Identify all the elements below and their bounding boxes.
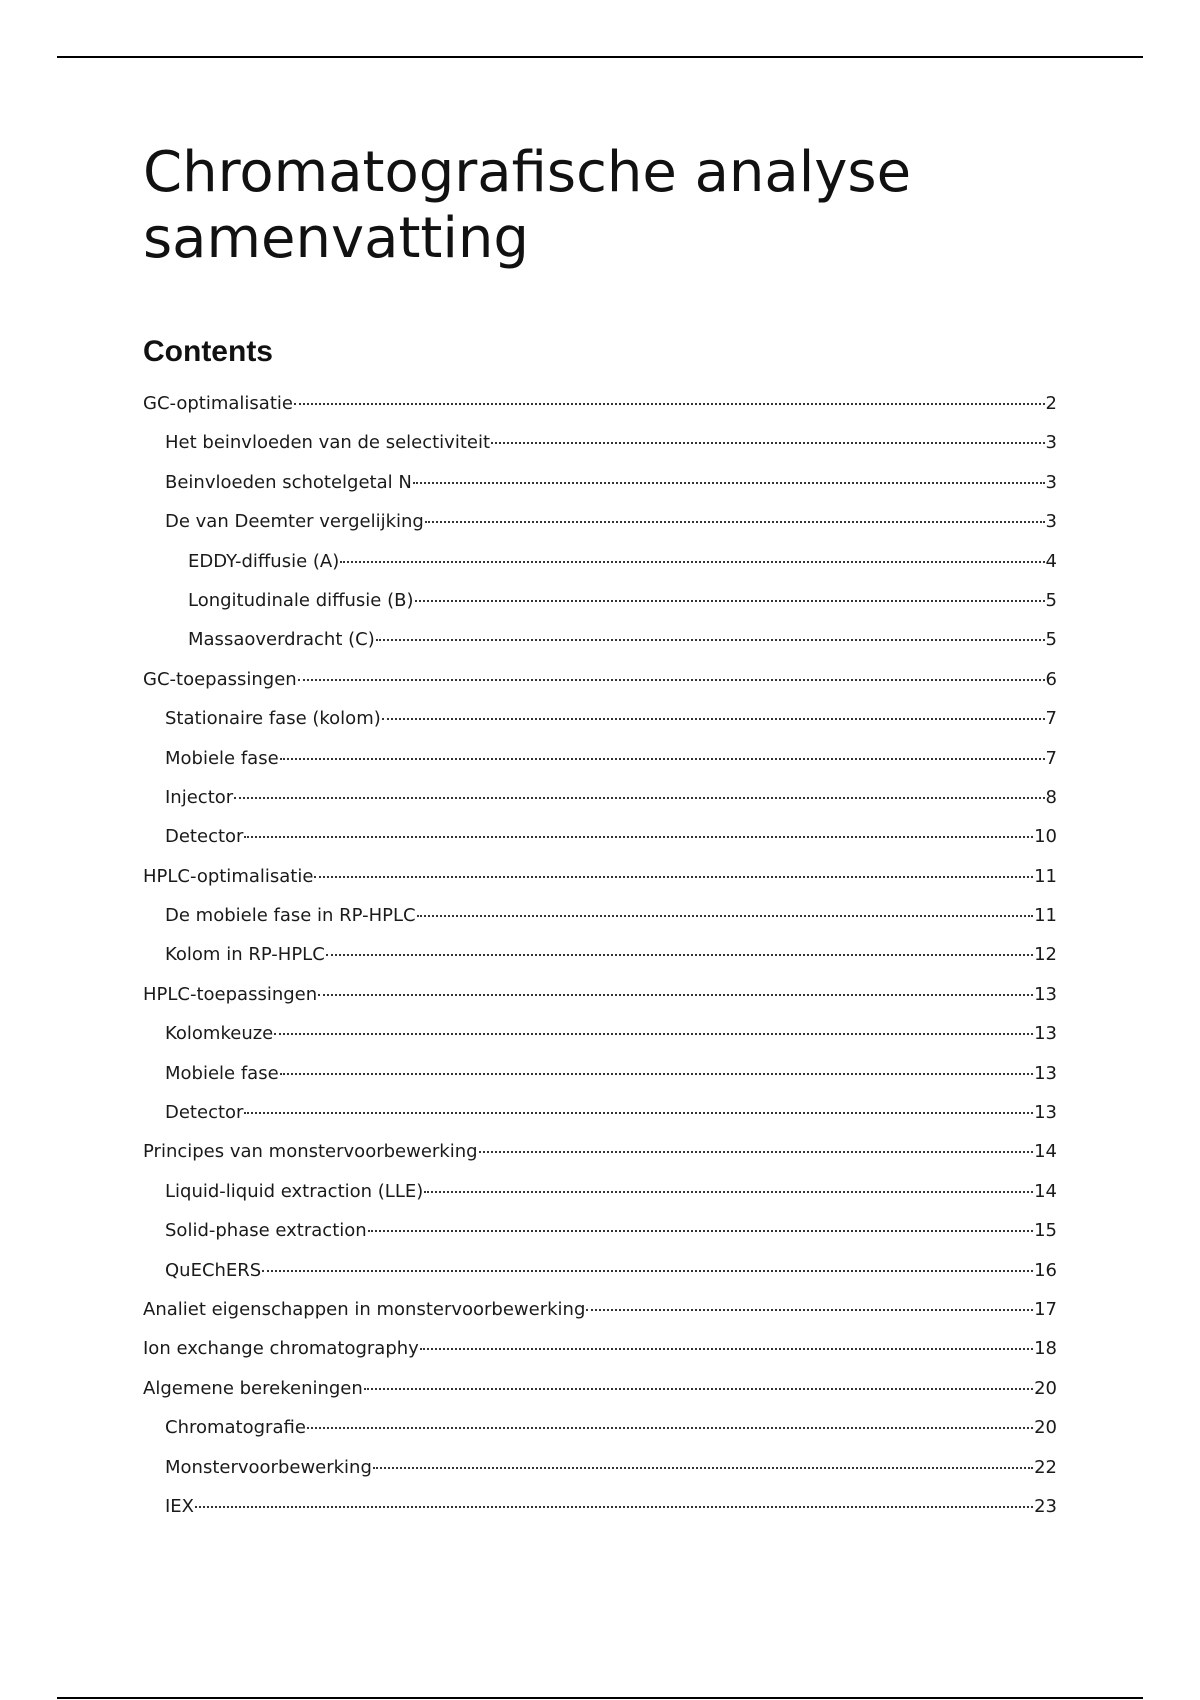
toc-entry-label[interactable]: Detector (165, 826, 244, 848)
toc-dot-leader (195, 1506, 1033, 1508)
toc-entry-page-number[interactable]: 5 (1045, 589, 1057, 611)
toc-entry[interactable] (143, 817, 1057, 856)
toc-dot-leader (280, 758, 1045, 760)
toc-entry-page-number[interactable]: 13 (1034, 983, 1057, 1005)
toc-entry[interactable] (143, 857, 1057, 896)
toc-entry-label[interactable]: EDDY-diffusie (A) (188, 550, 340, 572)
toc-dot-leader (244, 836, 1033, 838)
toc-dot-leader (376, 639, 1045, 641)
header-rule (57, 56, 1143, 58)
toc-dot-leader (364, 1388, 1033, 1390)
toc-dot-leader (424, 1191, 1033, 1193)
toc-entry[interactable] (143, 1014, 1057, 1053)
toc-dot-leader (307, 1427, 1033, 1429)
toc-entry[interactable] (143, 384, 1057, 423)
toc-entry[interactable] (143, 1448, 1057, 1487)
toc-entry-label[interactable]: Longitudinale diffusie (B) (188, 589, 414, 611)
toc-entry-page-number[interactable]: 13 (1034, 1102, 1057, 1124)
toc-dot-leader (491, 442, 1045, 444)
toc-dot-leader (262, 1270, 1033, 1272)
toc-entry-page-number[interactable]: 3 (1045, 511, 1057, 533)
toc-dot-leader (413, 482, 1045, 484)
toc-entry[interactable] (143, 1211, 1057, 1250)
toc-entry-label[interactable]: Kolom in RP-HPLC (165, 944, 325, 966)
toc-entry-label[interactable]: Chromatografie (165, 1417, 306, 1439)
toc-dot-leader (479, 1151, 1034, 1153)
toc-entry-label[interactable]: Detector (165, 1102, 244, 1124)
toc-entry[interactable] (143, 1251, 1057, 1290)
toc-entry-page-number[interactable]: 13 (1034, 1062, 1057, 1084)
toc-entry-page-number[interactable]: 2 (1045, 393, 1057, 414)
toc-entry-page-number[interactable]: 10 (1034, 826, 1057, 848)
toc-entry-label[interactable]: Massaoverdracht (C) (188, 629, 375, 651)
toc-entry[interactable] (143, 896, 1057, 935)
toc-entry-page-number[interactable]: 3 (1045, 471, 1057, 493)
toc-entry-page-number[interactable]: 20 (1034, 1377, 1057, 1399)
toc-dot-leader (244, 1112, 1033, 1114)
toc-entry[interactable] (143, 935, 1057, 974)
toc-entry[interactable] (143, 542, 1057, 581)
toc-entry[interactable] (143, 660, 1057, 699)
toc-entry-label[interactable]: HPLC-toepassingen (143, 983, 318, 1005)
toc-dot-leader (368, 1230, 1033, 1232)
toc-entry-label[interactable]: IEX (165, 1495, 195, 1517)
toc-entry-label[interactable]: Algemene berekeningen (143, 1377, 363, 1399)
toc-entry-label[interactable]: GC-toepassingen (143, 668, 297, 690)
table-of-contents (143, 384, 1057, 1526)
toc-entry-label[interactable]: Injector (165, 786, 234, 808)
toc-dot-leader (326, 954, 1033, 956)
toc-entry-page-number[interactable]: 11 (1034, 865, 1057, 887)
toc-entry-page-number[interactable]: 20 (1034, 1417, 1057, 1439)
toc-entry-page-number[interactable]: 3 (1045, 432, 1057, 454)
toc-dot-leader (274, 1033, 1033, 1035)
toc-entry-page-number[interactable]: 7 (1045, 708, 1057, 730)
footer-rule (57, 1697, 1143, 1699)
toc-entry[interactable] (143, 975, 1057, 1014)
toc-entry-label[interactable]: De mobiele fase in RP-HPLC (165, 905, 416, 927)
toc-entry-page-number[interactable]: 11 (1034, 905, 1057, 927)
toc-entry-label[interactable]: Beinvloeden schotelgetal N (165, 471, 412, 493)
toc-entry-label[interactable]: Ion exchange chromatography (143, 1338, 419, 1360)
toc-entry[interactable] (143, 1093, 1057, 1132)
toc-dot-leader (420, 1348, 1033, 1350)
toc-entry-label[interactable]: Mobiele fase (165, 747, 279, 769)
toc-entry-label[interactable]: Liquid-liquid extraction (LLE) (165, 1180, 424, 1202)
toc-entry-page-number[interactable]: 8 (1045, 786, 1057, 808)
toc-entry-label[interactable]: Principes van monstervoorbewerking (143, 1141, 478, 1163)
toc-dot-leader (586, 1309, 1033, 1311)
toc-entry[interactable] (143, 1408, 1057, 1447)
toc-dot-leader (280, 1073, 1033, 1075)
toc-entry[interactable] (143, 502, 1057, 541)
toc-entry-page-number[interactable]: 14 (1034, 1141, 1057, 1163)
toc-dot-leader (314, 876, 1033, 878)
toc-dot-leader (415, 600, 1045, 602)
toc-entry-page-number[interactable]: 18 (1034, 1338, 1057, 1360)
toc-entry-label[interactable]: GC-optimalisatie (143, 393, 293, 414)
document-title: Chromatografische analyse samenvatting (143, 140, 912, 271)
toc-entry-page-number[interactable]: 4 (1045, 550, 1057, 572)
toc-entry-label[interactable]: De van Deemter vergelijking (165, 511, 424, 533)
toc-entry-page-number[interactable]: 15 (1034, 1220, 1057, 1242)
toc-entry[interactable] (143, 463, 1057, 502)
toc-dot-leader (318, 994, 1033, 996)
toc-entry[interactable] (143, 778, 1057, 817)
toc-entry-page-number[interactable]: 14 (1034, 1180, 1057, 1202)
toc-dot-leader (298, 679, 1045, 681)
toc-entry-page-number[interactable]: 17 (1034, 1298, 1057, 1320)
toc-entry-label[interactable]: HPLC-optimalisatie (143, 865, 314, 887)
toc-entry-page-number[interactable]: 7 (1045, 747, 1057, 769)
toc-entry-label[interactable]: QuEChERS (165, 1259, 262, 1281)
toc-entry-label[interactable]: Het beinvloeden van de selectiviteit (165, 432, 491, 454)
toc-entry-page-number[interactable]: 5 (1045, 629, 1057, 651)
toc-entry-label[interactable]: Analiet eigenschappen in monstervoorbewerking (143, 1298, 586, 1320)
toc-entry[interactable] (143, 1132, 1057, 1171)
toc-dot-leader (425, 521, 1045, 523)
toc-entry[interactable] (143, 423, 1057, 462)
toc-dot-leader (373, 1467, 1033, 1469)
toc-entry[interactable] (143, 1290, 1057, 1329)
toc-entry-page-number[interactable]: 6 (1045, 668, 1057, 690)
toc-entry-label[interactable]: Solid-phase extraction (165, 1220, 367, 1242)
toc-entry-label[interactable]: Monstervoorbewerking (165, 1456, 372, 1478)
toc-entry[interactable] (143, 1329, 1057, 1368)
toc-entry-page-number[interactable]: 23 (1034, 1495, 1057, 1517)
toc-dot-leader (417, 915, 1033, 917)
toc-entry[interactable] (143, 1369, 1057, 1408)
toc-entry-page-number[interactable]: 13 (1034, 1023, 1057, 1045)
toc-entry[interactable] (143, 1172, 1057, 1211)
toc-dot-leader (382, 718, 1045, 720)
toc-entry[interactable] (143, 620, 1057, 659)
toc-entry[interactable] (143, 1054, 1057, 1093)
toc-dot-leader (234, 797, 1044, 799)
toc-entry-label[interactable]: Mobiele fase (165, 1062, 279, 1084)
toc-dot-leader (294, 403, 1045, 405)
toc-entry-page-number[interactable]: 22 (1034, 1456, 1057, 1478)
toc-entry[interactable] (143, 699, 1057, 738)
toc-entry[interactable] (143, 739, 1057, 778)
toc-entry-page-number[interactable]: 12 (1034, 944, 1057, 966)
toc-entry[interactable] (143, 1487, 1057, 1526)
toc-entry-label[interactable]: Kolomkeuze (165, 1023, 274, 1045)
toc-entry-label[interactable]: Stationaire fase (kolom) (165, 708, 381, 730)
toc-entry[interactable] (143, 581, 1057, 620)
toc-dot-leader (340, 561, 1044, 563)
toc-entry-page-number[interactable]: 16 (1034, 1259, 1057, 1281)
contents-heading: Contents (143, 335, 273, 368)
